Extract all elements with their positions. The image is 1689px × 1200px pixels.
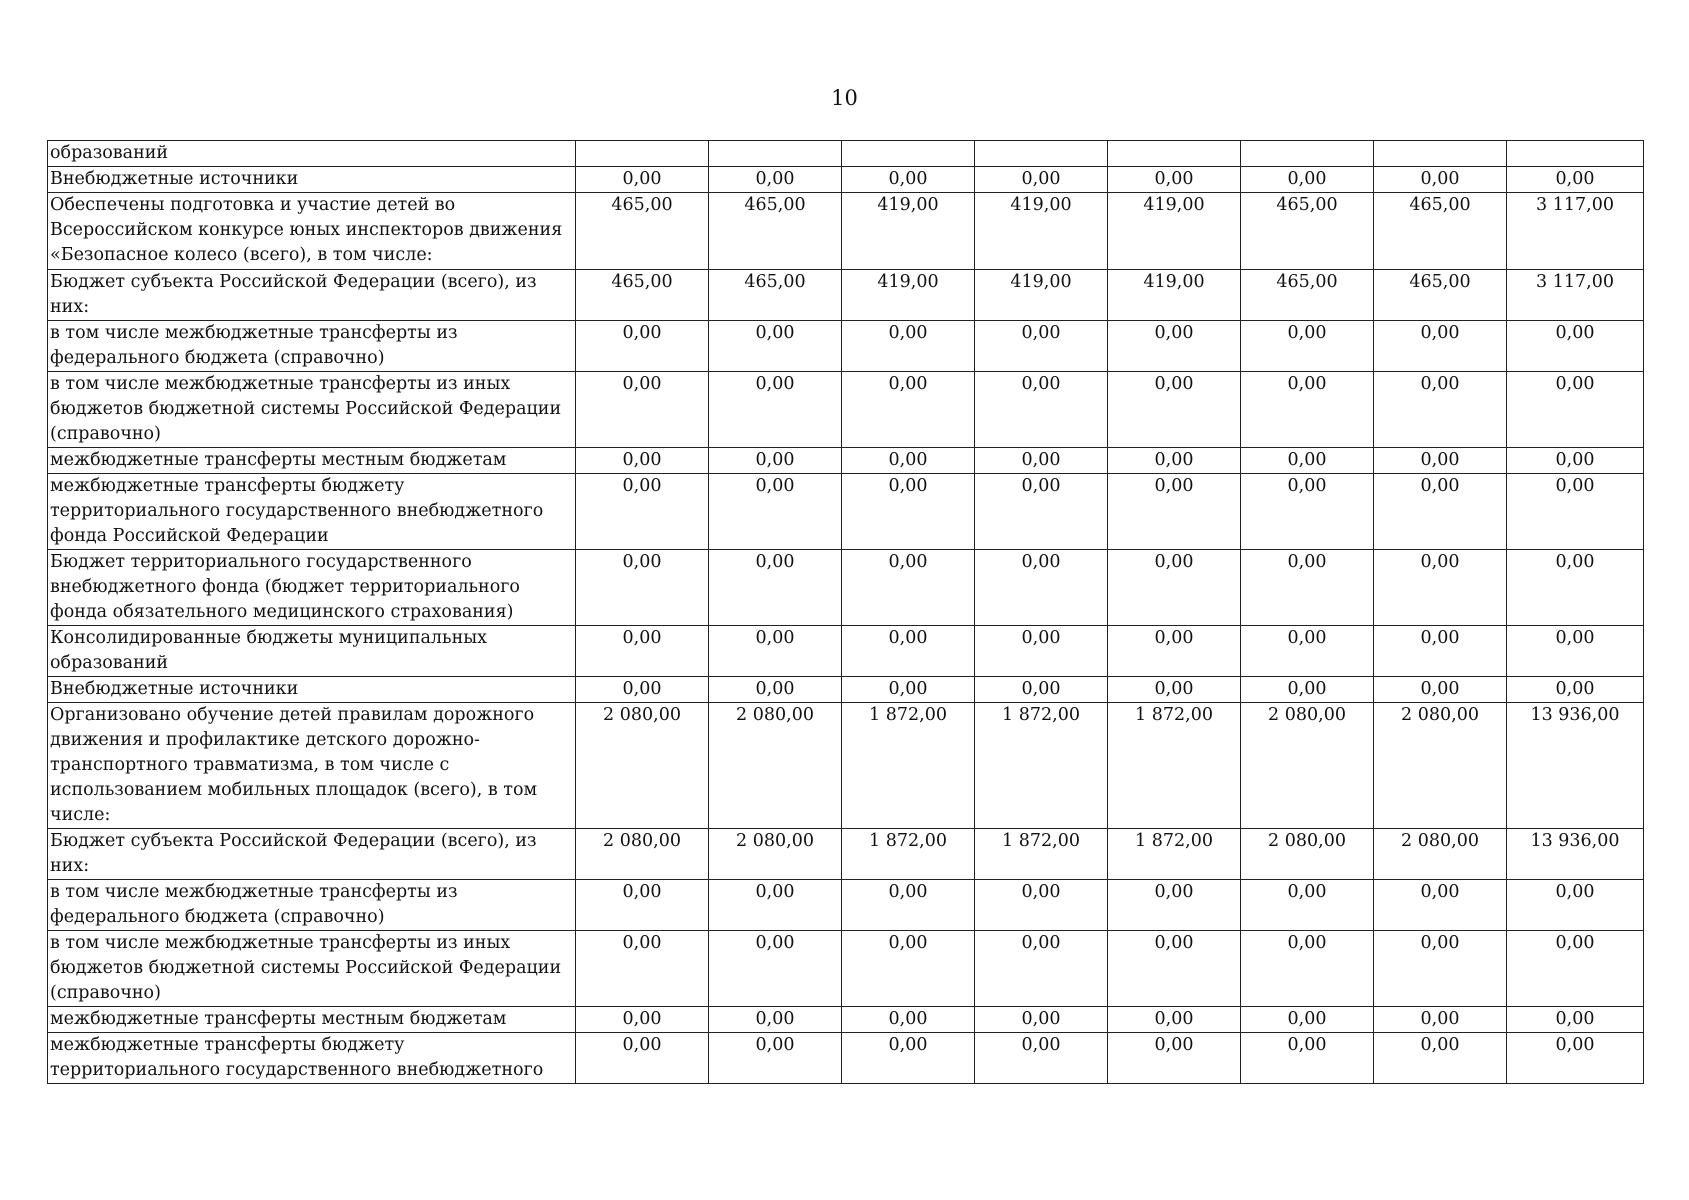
value-cell: 0,00 bbox=[842, 372, 975, 448]
value-cell: 0,00 bbox=[842, 1007, 975, 1033]
value-cell: 0,00 bbox=[842, 167, 975, 193]
value-cell: 0,00 bbox=[975, 677, 1108, 703]
value-cell: 2 080,00 bbox=[1241, 829, 1374, 880]
value-cell: 0,00 bbox=[709, 626, 842, 677]
table-row bbox=[48, 193, 1644, 270]
value-cell: 0,00 bbox=[1507, 626, 1644, 677]
value-cell: 0,00 bbox=[1108, 372, 1241, 448]
row-label: Консолидированные бюджеты муниципальных образований bbox=[48, 626, 576, 677]
value-cell: 0,00 bbox=[975, 1033, 1108, 1084]
value-cell: 0,00 bbox=[576, 474, 709, 550]
value-cell: 0,00 bbox=[842, 448, 975, 474]
table-row bbox=[48, 474, 1644, 550]
row-label: Бюджет территориального государственного внебюджетного фонда (бюджет территориального фонда обязательного медицинского страхования) bbox=[48, 550, 576, 626]
value-cell: 0,00 bbox=[1241, 1007, 1374, 1033]
value-cell: 0,00 bbox=[975, 167, 1108, 193]
value-cell: 13 936,00 bbox=[1507, 703, 1644, 829]
value-cell: 0,00 bbox=[1507, 448, 1644, 474]
value-cell: 0,00 bbox=[1241, 372, 1374, 448]
value-cell: 1 872,00 bbox=[975, 829, 1108, 880]
value-cell: 3 117,00 bbox=[1507, 193, 1644, 270]
value-cell: 0,00 bbox=[1374, 677, 1507, 703]
value-cell: 1 872,00 bbox=[975, 703, 1108, 829]
value-cell: 465,00 bbox=[1241, 193, 1374, 270]
value-cell: 13 936,00 bbox=[1507, 829, 1644, 880]
value-cell: 419,00 bbox=[1108, 270, 1241, 321]
value-cell: 0,00 bbox=[709, 474, 842, 550]
value-cell: 0,00 bbox=[975, 550, 1108, 626]
value-cell: 0,00 bbox=[1507, 167, 1644, 193]
value-cell: 0,00 bbox=[975, 931, 1108, 1007]
value-cell: 0,00 bbox=[709, 372, 842, 448]
value-cell: 2 080,00 bbox=[576, 703, 709, 829]
row-label: Бюджет субъекта Российской Федерации (всего), из них: bbox=[48, 270, 576, 321]
table-row bbox=[48, 703, 1644, 829]
table-row bbox=[48, 1033, 1644, 1084]
value-cell: 0,00 bbox=[1108, 626, 1241, 677]
table-row bbox=[48, 1007, 1644, 1033]
value-cell: 419,00 bbox=[842, 270, 975, 321]
value-cell: 465,00 bbox=[1374, 270, 1507, 321]
value-cell: 419,00 bbox=[842, 193, 975, 270]
value-cell: 0,00 bbox=[1374, 626, 1507, 677]
value-cell bbox=[709, 141, 842, 167]
value-cell: 0,00 bbox=[576, 448, 709, 474]
value-cell: 0,00 bbox=[1241, 474, 1374, 550]
row-label: Бюджет субъекта Российской Федерации (всего), из них: bbox=[48, 829, 576, 880]
value-cell: 465,00 bbox=[576, 193, 709, 270]
table-row bbox=[48, 880, 1644, 931]
value-cell: 0,00 bbox=[709, 321, 842, 372]
page-number: 10 bbox=[831, 86, 858, 110]
value-cell: 0,00 bbox=[1374, 880, 1507, 931]
value-cell: 0,00 bbox=[709, 550, 842, 626]
value-cell: 0,00 bbox=[842, 321, 975, 372]
value-cell: 0,00 bbox=[1241, 167, 1374, 193]
table-row bbox=[48, 321, 1644, 372]
row-label: межбюджетные трансферты бюджету территориального государственного внебюджетного bbox=[48, 1033, 576, 1084]
value-cell: 0,00 bbox=[709, 1007, 842, 1033]
value-cell: 419,00 bbox=[1108, 193, 1241, 270]
value-cell: 0,00 bbox=[1241, 677, 1374, 703]
value-cell: 419,00 bbox=[975, 193, 1108, 270]
value-cell: 0,00 bbox=[709, 448, 842, 474]
budget-table bbox=[47, 140, 1644, 1084]
row-label: в том числе межбюджетные трансферты из федерального бюджета (справочно) bbox=[48, 321, 576, 372]
value-cell: 0,00 bbox=[576, 550, 709, 626]
value-cell: 0,00 bbox=[1241, 626, 1374, 677]
value-cell: 0,00 bbox=[1374, 550, 1507, 626]
value-cell: 2 080,00 bbox=[1374, 829, 1507, 880]
value-cell: 2 080,00 bbox=[709, 703, 842, 829]
table-row bbox=[48, 626, 1644, 677]
value-cell: 0,00 bbox=[1374, 167, 1507, 193]
value-cell: 0,00 bbox=[709, 677, 842, 703]
value-cell: 0,00 bbox=[975, 1007, 1108, 1033]
value-cell: 0,00 bbox=[1108, 321, 1241, 372]
value-cell: 0,00 bbox=[576, 372, 709, 448]
value-cell: 0,00 bbox=[975, 626, 1108, 677]
table-row bbox=[48, 141, 1644, 167]
value-cell bbox=[1241, 141, 1374, 167]
value-cell: 0,00 bbox=[576, 1033, 709, 1084]
value-cell: 0,00 bbox=[975, 448, 1108, 474]
value-cell: 0,00 bbox=[1507, 474, 1644, 550]
value-cell: 0,00 bbox=[709, 880, 842, 931]
table-body bbox=[48, 141, 1644, 1084]
value-cell: 0,00 bbox=[1507, 550, 1644, 626]
value-cell: 0,00 bbox=[842, 931, 975, 1007]
value-cell: 0,00 bbox=[1108, 1007, 1241, 1033]
value-cell: 0,00 bbox=[1374, 931, 1507, 1007]
value-cell: 0,00 bbox=[576, 321, 709, 372]
table-row bbox=[48, 677, 1644, 703]
value-cell: 0,00 bbox=[1241, 931, 1374, 1007]
value-cell: 0,00 bbox=[975, 474, 1108, 550]
value-cell: 0,00 bbox=[1108, 1033, 1241, 1084]
value-cell: 0,00 bbox=[1374, 1033, 1507, 1084]
value-cell: 0,00 bbox=[576, 931, 709, 1007]
value-cell: 0,00 bbox=[1507, 880, 1644, 931]
row-label: межбюджетные трансферты местным бюджетам bbox=[48, 1007, 576, 1033]
value-cell: 0,00 bbox=[842, 474, 975, 550]
value-cell: 0,00 bbox=[1108, 474, 1241, 550]
value-cell: 0,00 bbox=[1507, 677, 1644, 703]
row-label: в том числе межбюджетные трансферты из иных бюджетов бюджетной системы Российской Федерации (справочно) bbox=[48, 931, 576, 1007]
table-row bbox=[48, 270, 1644, 321]
row-label: Обеспечены подготовка и участие детей во Всероссийском конкурсе юных инспекторов движения «Безопасное колесо (всего), в том числе: bbox=[48, 193, 576, 270]
value-cell: 0,00 bbox=[1241, 550, 1374, 626]
value-cell: 0,00 bbox=[709, 1033, 842, 1084]
value-cell: 419,00 bbox=[975, 270, 1108, 321]
value-cell: 0,00 bbox=[709, 931, 842, 1007]
value-cell: 0,00 bbox=[576, 1007, 709, 1033]
value-cell: 0,00 bbox=[1241, 880, 1374, 931]
value-cell: 0,00 bbox=[1108, 448, 1241, 474]
value-cell: 0,00 bbox=[842, 1033, 975, 1084]
value-cell bbox=[1507, 141, 1644, 167]
value-cell: 0,00 bbox=[576, 167, 709, 193]
value-cell: 2 080,00 bbox=[1241, 703, 1374, 829]
value-cell: 0,00 bbox=[1507, 1033, 1644, 1084]
value-cell: 0,00 bbox=[975, 321, 1108, 372]
value-cell: 2 080,00 bbox=[1374, 703, 1507, 829]
value-cell bbox=[842, 141, 975, 167]
value-cell: 0,00 bbox=[1374, 1007, 1507, 1033]
table-row bbox=[48, 167, 1644, 193]
value-cell: 0,00 bbox=[842, 626, 975, 677]
value-cell: 465,00 bbox=[1241, 270, 1374, 321]
value-cell bbox=[1374, 141, 1507, 167]
value-cell: 0,00 bbox=[1241, 448, 1374, 474]
value-cell: 0,00 bbox=[1374, 372, 1507, 448]
value-cell: 1 872,00 bbox=[1108, 703, 1241, 829]
value-cell bbox=[1108, 141, 1241, 167]
value-cell: 2 080,00 bbox=[576, 829, 709, 880]
table-row bbox=[48, 829, 1644, 880]
value-cell: 0,00 bbox=[1374, 448, 1507, 474]
value-cell bbox=[576, 141, 709, 167]
value-cell: 0,00 bbox=[1108, 677, 1241, 703]
value-cell: 465,00 bbox=[709, 270, 842, 321]
value-cell: 0,00 bbox=[1241, 321, 1374, 372]
row-label: межбюджетные трансферты бюджету территориального государственного внебюджетного фонда Российской Федерации bbox=[48, 474, 576, 550]
value-cell: 0,00 bbox=[576, 677, 709, 703]
value-cell bbox=[975, 141, 1108, 167]
value-cell: 0,00 bbox=[842, 880, 975, 931]
value-cell: 0,00 bbox=[1507, 1007, 1644, 1033]
value-cell: 0,00 bbox=[1374, 474, 1507, 550]
row-label: в том числе межбюджетные трансферты из иных бюджетов бюджетной системы Российской Федерации (справочно) bbox=[48, 372, 576, 448]
value-cell: 465,00 bbox=[1374, 193, 1507, 270]
row-label: в том числе межбюджетные трансферты из федерального бюджета (справочно) bbox=[48, 880, 576, 931]
value-cell: 0,00 bbox=[1108, 880, 1241, 931]
row-label: Внебюджетные источники bbox=[48, 677, 576, 703]
row-label: Внебюджетные источники bbox=[48, 167, 576, 193]
value-cell: 0,00 bbox=[1108, 931, 1241, 1007]
value-cell: 2 080,00 bbox=[709, 829, 842, 880]
value-cell: 0,00 bbox=[576, 626, 709, 677]
value-cell: 1 872,00 bbox=[1108, 829, 1241, 880]
row-label: межбюджетные трансферты местным бюджетам bbox=[48, 448, 576, 474]
table-row bbox=[48, 448, 1644, 474]
row-label: образований bbox=[48, 141, 576, 167]
value-cell: 465,00 bbox=[576, 270, 709, 321]
value-cell: 1 872,00 bbox=[842, 829, 975, 880]
value-cell: 0,00 bbox=[842, 677, 975, 703]
table-row bbox=[48, 372, 1644, 448]
table-row bbox=[48, 550, 1644, 626]
value-cell: 0,00 bbox=[1507, 372, 1644, 448]
value-cell: 0,00 bbox=[1108, 550, 1241, 626]
value-cell: 0,00 bbox=[576, 880, 709, 931]
value-cell: 0,00 bbox=[842, 550, 975, 626]
value-cell: 0,00 bbox=[1241, 1033, 1374, 1084]
value-cell: 3 117,00 bbox=[1507, 270, 1644, 321]
value-cell: 0,00 bbox=[709, 167, 842, 193]
row-label: Организовано обучение детей правилам дорожного движения и профилактике детского дорожно-транспортного травматизма, в том числе с использованием мобильных площадок (всего), в том числе: bbox=[48, 703, 576, 829]
table-row bbox=[48, 931, 1644, 1007]
value-cell: 0,00 bbox=[1507, 321, 1644, 372]
value-cell: 0,00 bbox=[975, 372, 1108, 448]
value-cell: 0,00 bbox=[1108, 167, 1241, 193]
value-cell: 0,00 bbox=[975, 880, 1108, 931]
value-cell: 465,00 bbox=[709, 193, 842, 270]
value-cell: 0,00 bbox=[1374, 321, 1507, 372]
value-cell: 0,00 bbox=[1507, 931, 1644, 1007]
value-cell: 1 872,00 bbox=[842, 703, 975, 829]
